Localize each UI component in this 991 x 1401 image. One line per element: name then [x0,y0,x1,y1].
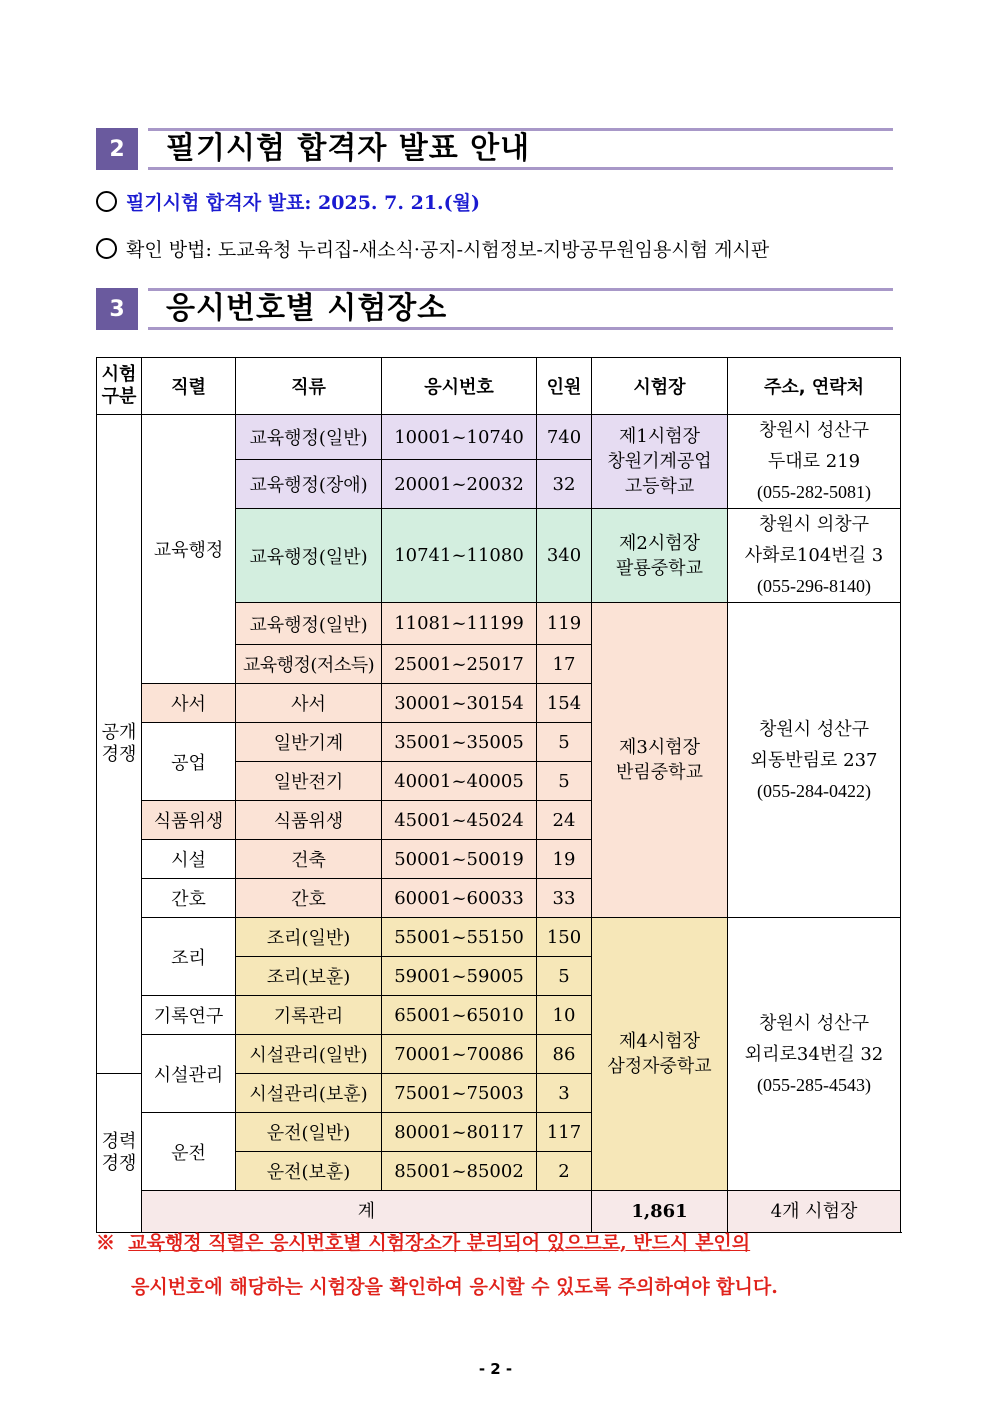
address-3 [728,603,901,918]
table-header-row [97,358,901,415]
numbers-cell: 25001~25017 [382,645,537,684]
reference-mark: ※ [96,1232,116,1254]
count-cell: 154 [537,684,592,723]
total-row [97,1191,901,1233]
count-cell: 86 [537,1035,592,1074]
count-cell: 24 [537,801,592,840]
site-name: 반림중학교 [616,762,703,783]
series-cell: 운전 [142,1113,236,1191]
header-site: 시험장 [592,358,728,415]
numbers-cell: 60001~60033 [382,879,537,918]
series-cell: 사서 [142,684,236,723]
field-cell: 기록관리 [236,996,382,1035]
address-line: 창원시 성산구 [758,1012,870,1034]
field-cell: 일반전기 [236,762,382,801]
address-line: 두대로 219 [767,451,861,472]
address-2 [728,509,901,603]
count-cell: 5 [537,723,592,762]
section-title: 응시번호별 시험장소 [166,291,448,326]
check-method-text: 확인 방법: 도교육청 누리집-새소식·공지-시험정보-지방공무원임용시험 게시판 [126,239,770,261]
count-cell: 19 [537,840,592,879]
count-cell: 17 [537,645,592,684]
notice-line-1 [96,1229,896,1257]
numbers-cell: 30001~30154 [382,684,537,723]
site-3 [592,603,728,918]
address-4 [728,918,901,1191]
field-cell: 시설관리(보훈) [236,1074,382,1113]
category-career: 경력 경쟁 [97,1074,142,1233]
site-name: 고등학교 [624,476,695,497]
numbers-cell: 70001~70086 [382,1035,537,1074]
series-cell: 공업 [142,723,236,801]
count-cell: 340 [537,509,592,603]
numbers-cell: 85001~85002 [382,1152,537,1191]
notice-line-2 [131,1273,931,1301]
section-2-header [96,128,893,170]
series-cell: 간호 [142,879,236,918]
table-row [97,415,901,460]
section-number: 2 [96,128,138,170]
phone: (055-285-4543) [757,1074,871,1095]
exam-site-table [96,357,901,1233]
section-number: 3 [96,288,138,330]
notice-text: 교육행정 직렬은 응시번호별 시험장소가 분리되어 있으므로, 반드시 본인의 [128,1232,751,1254]
address-line: 외리로34번길 32 [744,1043,884,1065]
count-cell: 150 [537,918,592,957]
count-cell: 5 [537,957,592,996]
series-cell: 시설관리 [142,1035,236,1113]
divider [148,167,893,170]
count-cell: 117 [537,1113,592,1152]
circle-bullet-icon [96,238,117,259]
numbers-cell: 40001~40005 [382,762,537,801]
series-cell: 식품위생 [142,801,236,840]
table-row [97,918,901,957]
field-cell: 조리(보훈) [236,957,382,996]
field-cell: 사서 [236,684,382,723]
header-series: 직렬 [142,358,236,415]
field-cell: 교육행정(일반) [236,509,382,603]
count-cell: 32 [537,460,592,509]
address-line: 창원시 성산구 [758,420,870,441]
numbers-cell: 65001~65010 [382,996,537,1035]
series-cell: 기록연구 [142,996,236,1035]
total-count: 1,861 [592,1191,728,1233]
address-line: 외동반림로 237 [750,749,878,771]
count-cell: 5 [537,762,592,801]
address-line: 사화로104번길 3 [744,545,884,566]
count-cell: 3 [537,1074,592,1113]
site-2 [592,509,728,603]
phone: (055-284-0422) [757,780,871,801]
numbers-cell: 55001~55150 [382,918,537,957]
header-numbers: 응시번호 [382,358,537,415]
numbers-cell: 59001~59005 [382,957,537,996]
series-cell: 교육행정 [142,415,236,684]
numbers-cell: 45001~45024 [382,801,537,840]
notice-text: 응시번호에 해당하는 시험장을 확인하여 응시할 수 있도록 주의하여야 합니다. [131,1276,778,1298]
count-cell: 740 [537,415,592,460]
site-name: 제2시험장 [618,532,700,554]
field-cell: 건축 [236,840,382,879]
numbers-cell: 50001~50019 [382,840,537,879]
count-cell: 119 [537,603,592,645]
total-sites: 4개 시험장 [728,1191,901,1233]
field-cell: 간호 [236,879,382,918]
announcement-date [96,190,480,216]
field-cell: 시설관리(일반) [236,1035,382,1074]
field-cell: 교육행정(장애) [236,460,382,509]
site-name: 삼정자중학교 [607,1056,712,1077]
numbers-cell: 10741~11080 [382,509,537,603]
field-cell: 교육행정(일반) [236,415,382,460]
site-4 [592,918,728,1191]
announcement-date-text: 필기시험 합격자 발표: 2025. 7. 21.(월) [126,192,480,214]
field-cell: 교육행정(일반) [236,603,382,645]
address-line: 창원시 성산구 [758,718,870,740]
header-count: 인원 [537,358,592,415]
numbers-cell: 10001~10740 [382,415,537,460]
field-cell: 조리(일반) [236,918,382,957]
address-1 [728,415,901,509]
site-1 [592,415,728,509]
numbers-cell: 35001~35005 [382,723,537,762]
field-cell: 운전(보훈) [236,1152,382,1191]
page-number: - 2 - [478,1360,513,1378]
series-cell: 조리 [142,918,236,996]
site-name: 제3시험장 [618,737,700,758]
section-title: 필기시험 합격자 발표 안내 [166,131,531,166]
divider [148,327,893,330]
series-cell: 시설 [142,840,236,879]
count-cell: 33 [537,879,592,918]
numbers-cell: 11081~11199 [382,603,537,645]
field-cell: 식품위생 [236,801,382,840]
circle-bullet-icon [96,191,117,212]
numbers-cell: 20001~20032 [382,460,537,509]
site-name: 팔룡중학교 [616,557,703,579]
site-name: 제1시험장 [618,426,700,447]
check-method [96,237,769,263]
field-cell: 교육행정(저소득) [236,645,382,684]
count-cell: 2 [537,1152,592,1191]
header-category: 시험 구분 [97,358,142,415]
phone: (055-296-8140) [757,576,871,596]
field-cell: 운전(일반) [236,1113,382,1152]
field-cell: 일반기계 [236,723,382,762]
address-line: 창원시 의창구 [758,514,870,535]
numbers-cell: 80001~80117 [382,1113,537,1152]
site-name: 창원기계공업 [607,451,712,472]
phone: (055-282-5081) [757,482,871,502]
site-name: 제4시험장 [618,1031,700,1052]
count-cell: 10 [537,996,592,1035]
category-open: 공개 경쟁 [97,415,142,1074]
header-address: 주소, 연락처 [728,358,901,415]
total-label: 계 [142,1191,592,1233]
numbers-cell: 75001~75003 [382,1074,537,1113]
header-field: 직류 [236,358,382,415]
section-3-header [96,288,893,330]
